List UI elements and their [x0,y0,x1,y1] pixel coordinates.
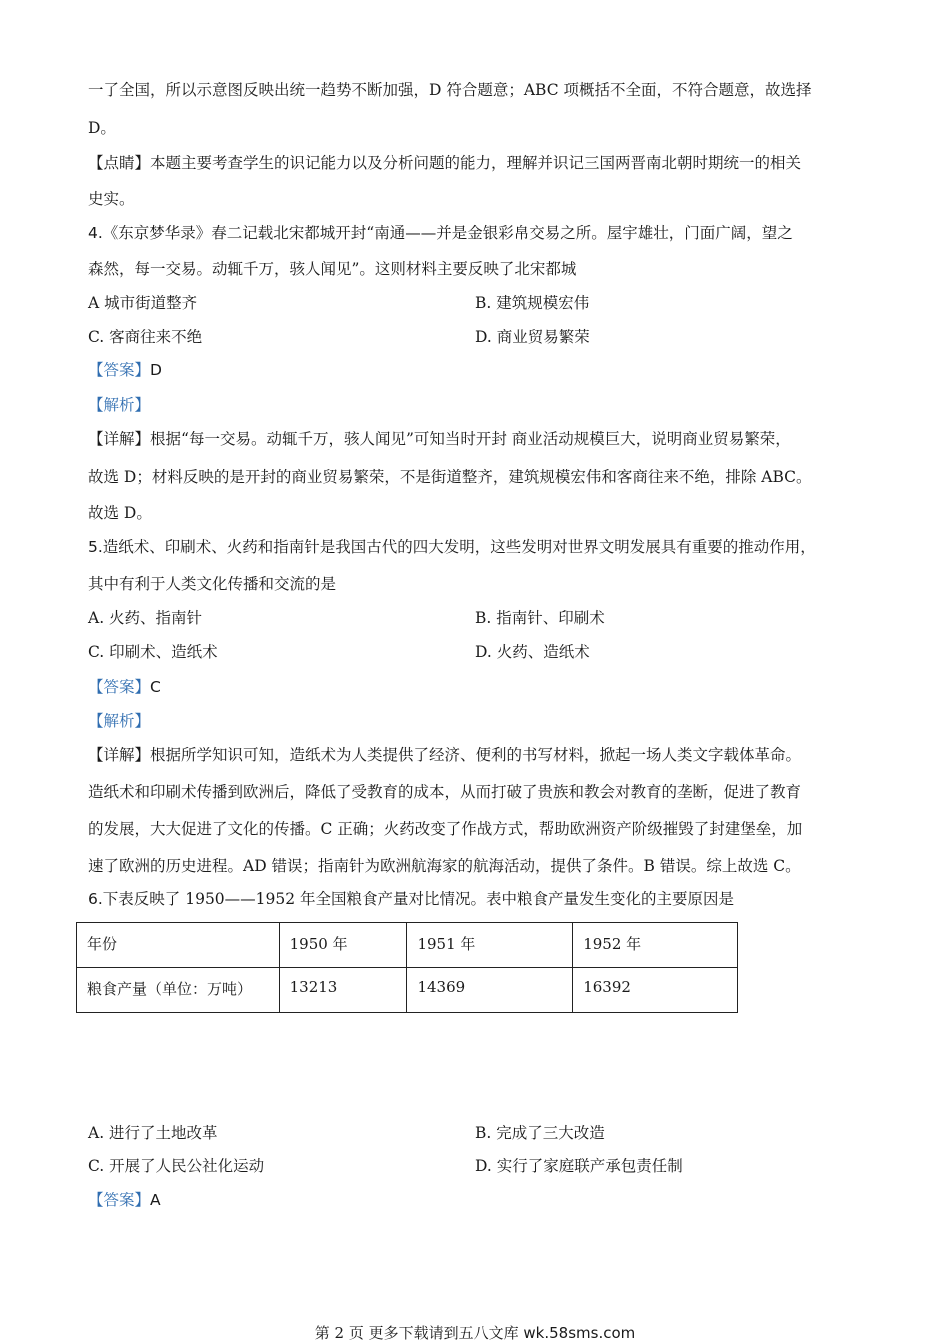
q5-analysis-tag: 【解析】 [88,712,151,730]
q4-option-c: C. 客商往来不绝 [88,328,203,346]
detail-tag: 【详解】 [88,746,151,764]
tip-text: 本题主要考查学生的识记能力以及分析问题的能力，理解并识记三国两晋南北朝时期统一的相关 [150,154,802,172]
q4-detail-line-1 [88,428,791,450]
table-cell: 1951 年 [407,923,573,968]
table-cell: 粮食产量（单位：万吨） [77,968,280,1013]
q6-stem-text: 下表反映了 1950——1952 年全国粮食产量对比情况。表中粮食产量发生变化的主要原因是 [102,890,735,908]
q5-detail: 根据所学知识可知，造纸术为人类提供了经济、便利的书写材料，掀起一场人类文字载体革命。 [150,746,802,764]
q4-stem-line-1 [88,222,793,244]
table-header-row [77,923,738,968]
grain-output-table [76,922,738,1013]
prev-tip-line-2: 史实。 [88,190,135,208]
page-number: 第 2 页 [314,1324,364,1342]
q5-detail-line-3: 的发展，大大促进了文化的传播。C 正确；火药改变了作战方式，帮助欧洲资产阶级摧毁了封建堡垒，加 [88,820,803,838]
q4-stem-line-2: 森然，每一交易。动辄千万，骇人闻见”。这则材料主要反映了北宋都城 [88,260,577,278]
tip-tag: 【点睛】 [88,154,151,172]
prev-tip-line-1 [88,152,801,174]
prev-analysis-line-2: D。 [88,119,116,137]
q6-option-b: B. 完成了三大改造 [475,1124,605,1142]
q5-detail-line-2: 造纸术和印刷术传播到欧洲后，降低了受教育的成本，从而打破了贵族和教会对教育的垄断，促进了教育 [88,783,802,801]
table-cell: 14369 [407,968,573,1013]
answer-tag: 【答案】 [88,1191,151,1209]
q6-option-d: D. 实行了家庭联产承包责任制 [475,1157,683,1175]
q4-stem: 《东京梦华录》春二记载北宋都城开封“南通——并是金银彩帛交易之所。屋宇雄壮，门面广阔，望之 [102,224,793,242]
table-cell: 1952 年 [573,923,738,968]
detail-tag: 【详解】 [88,430,151,448]
q6-answer [88,1189,161,1211]
q5-option-b: B. 指南针、印刷术 [475,609,605,627]
table-cell: 1950 年 [279,923,407,968]
q5-option-d: D. 火药、造纸术 [475,643,590,661]
q6-option-c: C. 开展了人民公社化运动 [88,1157,265,1175]
q4-analysis-tag: 【解析】 [88,396,151,414]
q4-option-d: D. 商业贸易繁荣 [475,328,590,346]
footer-url: wk.58sms.com [523,1324,636,1342]
q6-option-a: A. 进行了土地改革 [88,1124,218,1142]
q5-stem-line-2: 其中有利于人类文化传播和交流的是 [88,575,337,593]
q4-detail-line-2: 故选 D；材料反映的是开封的商业贸易繁荣，不是街道整齐，建筑规模宏伟和客商往来不绝，排除 ABC。 [88,468,812,486]
table-cell: 16392 [573,968,738,1013]
answer-tag: 【答案】 [88,678,151,696]
q5-number: 5. [88,538,103,556]
q4-answer-value: D [150,361,162,379]
q5-stem: 造纸术、印刷术、火药和指南针是我国古代的四大发明，这些发明对世界文明发展具有重要的推动作用， [102,538,816,556]
q6-number: 6. [88,890,103,908]
table-row [77,968,738,1013]
q4-answer [88,359,162,381]
prev-analysis-line-1: 一了全国，所以示意图反映出统一趋势不断加强，D 符合题意；ABC 项概括不全面，不符合题意，故选择 [88,81,812,99]
page-footer [0,1322,950,1344]
q4-detail: 根据“每一交易。动辄千万，骇人闻见”可知当时开封 商业活动规模巨大，说明商业贸易繁荣， [150,430,791,448]
table-cell: 13213 [279,968,407,1013]
q5-stem-line-1 [88,536,816,558]
q5-detail-line-4: 速了欧洲的历史进程。AD 错误；指南针为欧洲航海家的航海活动，提供了条件。B 错误。综上故选 C。 [88,857,801,875]
q5-answer [88,676,161,698]
answer-tag: 【答案】 [88,361,151,379]
q5-option-a: A. 火药、指南针 [88,609,203,627]
q5-option-c: C. 印刷术、造纸术 [88,643,218,661]
q5-detail-line-1 [88,744,801,766]
q6-stem [88,888,734,910]
table-cell: 年份 [77,923,280,968]
q5-answer-value: C [150,678,161,696]
q4-option-a: A 城市街道整齐 [88,294,198,312]
q4-number: 4. [88,224,103,242]
footer-text: 更多下载请到五八文库 [363,1324,524,1342]
q4-option-b: B. 建筑规模宏伟 [475,294,590,312]
q4-detail-line-3: 故选 D。 [88,504,152,522]
q6-answer-value: A [150,1191,161,1209]
